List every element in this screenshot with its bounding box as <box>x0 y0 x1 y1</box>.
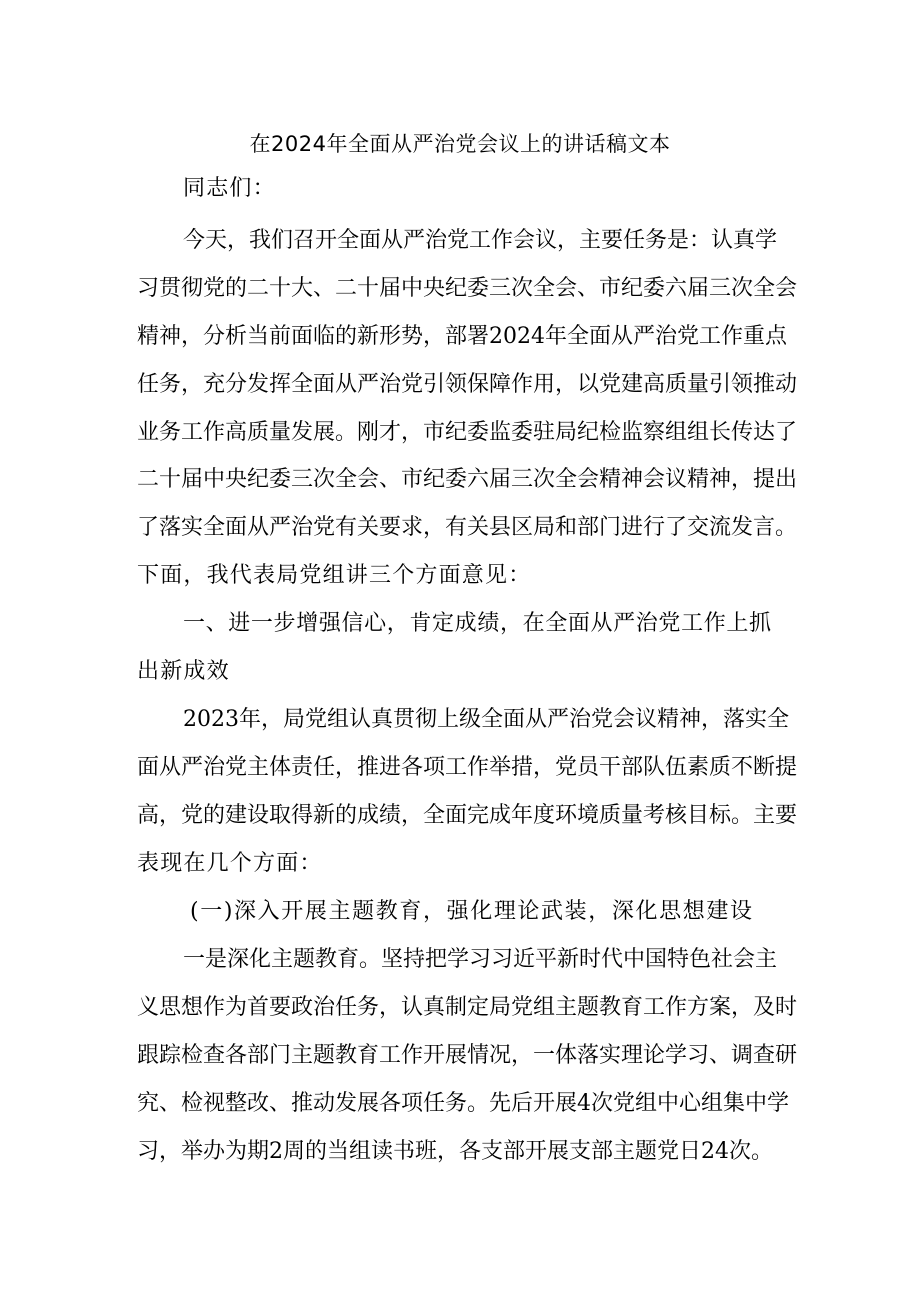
body-line: 精神，分析当前面临的新形势，部署2024年全面从严治党工作重点 <box>137 324 787 349</box>
body-line: 跟踪检查各部门主题教育工作开展情况，一体落实理论学习、调查研 <box>137 1043 798 1068</box>
subsection-heading-line: (一)深入开展主题教育，强化理论武装，深化思想建设 <box>190 899 752 924</box>
body-line: 二十届中央纪委三次全会、市纪委六届三次全会精神会议精神，提出 <box>137 467 798 492</box>
body-line: 高，党的建设取得新的成绩，全面完成年度环境质量考核目标。主要 <box>137 803 798 828</box>
body-line: 业务工作高质量发展。刚才，市纪委监委驻局纪检监察组组长传达了 <box>137 420 798 445</box>
section-heading-line: 一、进一步增强信心，肯定成绩，在全面从严治党工作上抓 <box>183 611 771 636</box>
body-line: 面从严治党主体责任，推进各项工作举措，党员干部队伍素质不断提 <box>137 755 798 780</box>
salutation-line: 同志们： <box>183 176 276 201</box>
body-line: 表现在几个方面： <box>137 851 323 876</box>
body-line: 任务，充分发挥全面从严治党引领保障作用，以党建高质量引领推动 <box>137 372 798 397</box>
section-heading-line: 出新成效 <box>137 659 230 684</box>
body-line: 究、检视整改、推动发展各项任务。先后开展4次党组中心组集中学 <box>137 1091 789 1116</box>
body-line: 习，举办为期2周的当组读书班，各支部开展支部主题党日24次。 <box>137 1139 773 1164</box>
body-line: 2023年，局党组认真贯彻上级全面从严治党会议精神，落实全 <box>183 707 789 732</box>
body-line: 习贯彻党的二十大、二十届中央纪委三次全会、市纪委六届三次全会 <box>137 276 798 301</box>
body-line: 义思想作为首要政治任务，认真制定局党组主题教育工作方案，及时 <box>137 995 798 1020</box>
document-title: 在2024年全面从严治党会议上的讲话稿文本 <box>249 132 671 156</box>
body-line: 下面，我代表局党组讲三个方面意见： <box>137 563 532 588</box>
body-line: 今天，我们召开全面从严治党工作会议，主要任务是：认真学 <box>183 228 778 253</box>
body-line: 一是深化主题教育。坚持把学习习近平新时代中国特色社会主 <box>183 947 778 972</box>
body-line: 了落实全面从严治党有关要求，有关县区局和部门进行了交流发言。 <box>137 515 798 540</box>
